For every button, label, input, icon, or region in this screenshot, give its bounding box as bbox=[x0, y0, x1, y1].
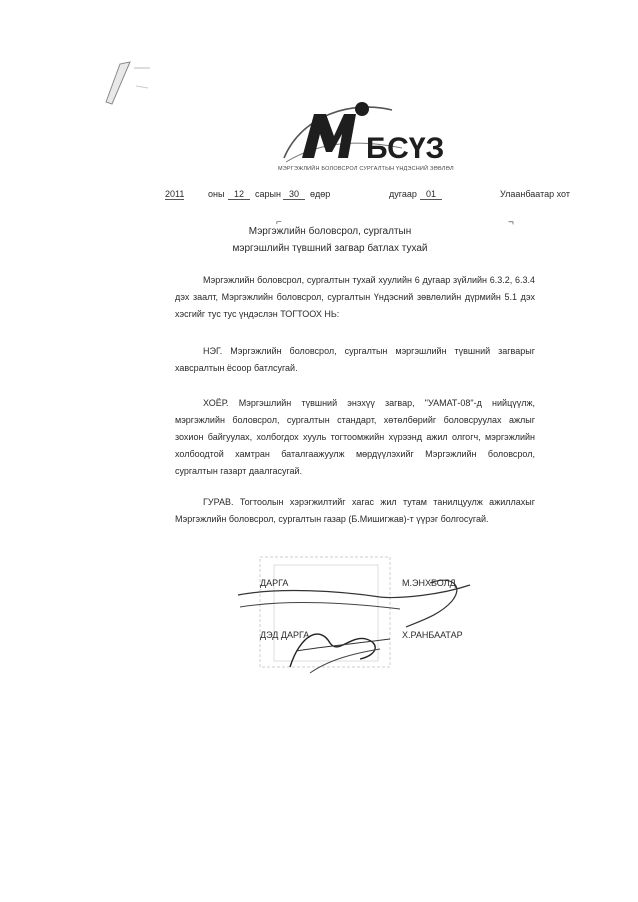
paragraph-three bbox=[175, 494, 535, 528]
number-label: дугаар bbox=[389, 189, 417, 199]
signer-role-1: ДАРГА bbox=[260, 578, 289, 588]
logo-text: БСҮЗ bbox=[366, 132, 445, 165]
date-month-suffix: сарын bbox=[255, 189, 281, 199]
title-line-2: мэргэшлийн түвшний загвар батлах тухай bbox=[232, 243, 428, 254]
title-line-1: Мэргэжлийн боловсрол, сургалтын bbox=[248, 226, 412, 237]
logo-subtitle: МЭРГЭЖЛИЙН БОЛОВСРОЛ СУРГАЛТЫН ҮНДЭСНИЙ ЗӨВЛӨЛ bbox=[278, 166, 454, 172]
signature-and-stamp bbox=[230, 555, 490, 685]
scan-corner-mark bbox=[100, 58, 160, 108]
signer-role-2: ДЭД ДАРГА bbox=[260, 630, 310, 640]
paragraph-two bbox=[175, 395, 535, 480]
date-year: 2011 bbox=[165, 189, 185, 199]
date-month: 12 bbox=[228, 189, 250, 200]
date-day: 30 bbox=[283, 189, 305, 200]
decree-date-line bbox=[0, 189, 638, 205]
paragraph-preamble-text: Мэргэжлийн боловсрол, сургалтын тухай хуулийн 6 дугаар зүйлийн 6.3.2, 6.3.4 дэх заалт, Мэргэжлийн боловсрол, сургалтын Үндэсний зөвлөлийн дүрмийн 5.1 дэх хэсгийг тус тус үндэслэн ТОГТООХ НЬ: bbox=[175, 275, 535, 319]
place-of-issue: Улаанбаатар хот bbox=[500, 189, 570, 199]
date-day-suffix: өдөр bbox=[310, 189, 331, 199]
paragraph-three-text: ГУРАВ. Тогтоолын хэрэгжилтийг хагас жил тутам танилцуулж ажиллахыг Мэргэжлийн боловсрол, сургалтын газар (Б.Мишигжав)-т үүрэг болгосугай. bbox=[175, 497, 535, 524]
title-bracket-left: ⌐ bbox=[276, 217, 282, 228]
paragraph-one bbox=[175, 343, 535, 377]
signer-name-1: М.ЭНХБОЛД bbox=[402, 578, 456, 588]
paragraph-preamble bbox=[175, 272, 535, 323]
paragraph-two-text: ХОЁР. Мэргэшлийн түвшний энэхүү загвар, "УАМАТ-08"-д нийцүүлж, мэргэжлийн боловсрол, сургалтын стандарт, хөтөлбөрийг боловсруулах ажлыг зохион байгуулах, холбогдох хууль тогтоомжийн хүрээнд ажил олгогч, мэргэжлийн холбоодтой хамтран баталгаажуулж мөрдүүлэхийг Мэргэжлийн боловсрол, сургалтын газарт даалгасугай. bbox=[175, 398, 535, 476]
signer-name-2: Х.РАНБААТАР bbox=[402, 630, 463, 640]
decree-title bbox=[200, 223, 460, 257]
paragraph-one-text: НЭГ. Мэргэжлийн боловсрол, сургалтын мэргэшлийн түвшний загварыг хавсралтын ёсоор батлсугай. bbox=[175, 346, 535, 373]
date-year-suffix: оны bbox=[208, 189, 225, 199]
title-bracket-right: ¬ bbox=[508, 217, 514, 228]
decree-number: 01 bbox=[420, 189, 442, 200]
organization-logo bbox=[282, 100, 452, 170]
